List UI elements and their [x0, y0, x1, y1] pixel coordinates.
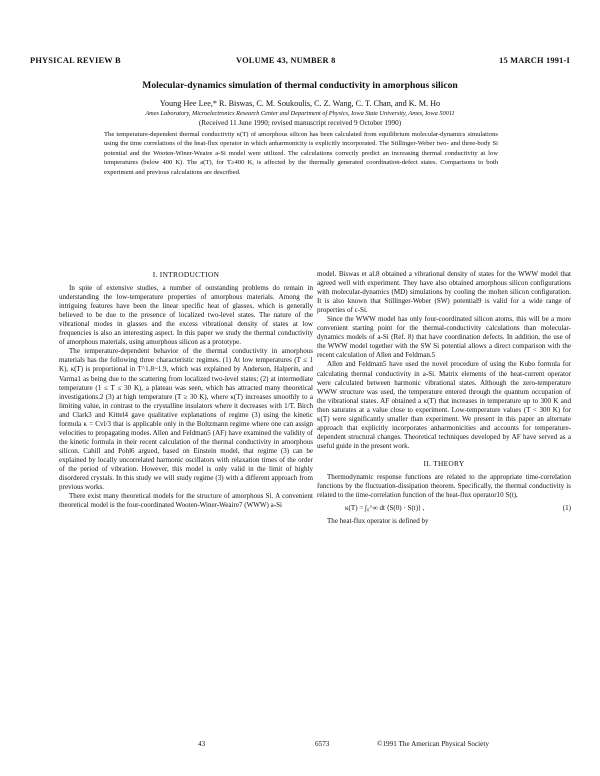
affiliation: Ames Laboratory, Microelectronics Research Center and Department of Physics, Iowa State University, Ames, Iowa 50011: [145, 110, 455, 117]
running-header: [30, 56, 570, 70]
paragraph: In spite of extensive studies, a number of outstanding problems do remain in understanding the low-temperature properties of amorphous materials. Among the intriguing features have been the linear specific heat of glasses, which is generally believed to be due to the presence of localized two-level states. The nature of the vibrational modes in glasses and the excess vibrational density of states at low frequencies is also an interesting aspect. In this paper we study the thermal conductivity of amorphous materials, using amorphous silicon as a prototype.: [59, 284, 313, 347]
issue-date: 15 MARCH 1991-I: [499, 56, 570, 65]
author-list: Young Hee Lee,* R. Biswas, C. M. Soukoulis, C. Z. Wang, C. T. Chan, and K. M. Ho: [159, 99, 441, 108]
left-column: [59, 270, 313, 510]
paragraph: There exist many theoretical models for the structure of amorphous Si. A convenient theoretical model is the four-coordinated Wooten-Winer-Weaire7 (WWW) a-Si: [59, 492, 313, 510]
paper-title: Molecular-dynamics simulation of thermal conductivity in amorphous silicon: [142, 80, 458, 91]
equation-body: κ(T) = ∫₀^∞ dt ⟨S(0) · S(t)⟩ ,: [345, 504, 425, 513]
section-heading-introduction: I. INTRODUCTION: [152, 270, 220, 279]
abstract: The temperature-dependent thermal conductivity κ(T) of amorphous silicon has been calculated from equilibrium molecular-dynamics simulations using the time correlations of the heat-flux operator in which anharmonicity is explicitly incorporated. The Stillinger-Weber two- and three-body Si potential and the Wooten-Winer-Weaire a-Si model were utilized. The calculations correctly predict an increasing thermal conductivity at low temperatures (below 400 K). The a(T), for T≥400 K, is affected by the thermally generated coordination-defect states. Comparisons to both experiment and previous calculations are described.: [104, 131, 498, 176]
volume-page: 43: [198, 740, 206, 748]
paragraph: The temperature-dependent behavior of the thermal conductivity in amorphous materials has the following three characteristic regimes. (1) At low temperatures (T ≤ 1 K), κ(T) is proportional in T^1.8~1.9, which was explained by Anderson, Halperin, and Varma1 as being due to the scattering from localized two-level states; (2) at intermediate temperature (1 ≤ T ≤ 30 K), a plateau was seen, which has attracted many theoretical investigations.2 (3) at high temperature (T ≥ 30 K), where κ(T) increases smoothly to a limiting value, in contrast to the crystalline insulators where it decreases with 1/T. Birch and Clark3 and Kittel4 gave qualitative explanations of regime (3) using the kinetic formula κ = Cvl/3 that is applicable only in the Boltzmann regime where one can assign velocities to propagating modes. Allen and Feldman5 (AF) have examined the validity of the kinetic formula in their recent calculation of the thermal conductivity in amorphous silicon. Cahill and Pohl6 argued, based on Einstein model, that regime (3) can be explained by locally uncorrelated harmonic oscillators with relaxation times of the order of the period of vibration. However, this model is only valid in the limit of highly disordered crystals. In this study we will study regime (3) with a different approach from previous works.: [59, 347, 313, 492]
volume-number: VOLUME 43, NUMBER 8: [236, 56, 336, 65]
paragraph: Allen and Feldman5 have used the novel procedure of using the Kubo formula for calculating thermal conductivity in a-Si. Matrix elements of the heat-current operator were calculated between harmonic vibrational states. Although the zero-temperature WWW structure was used, the temperature entered through the quantum occupation of the vibrational states. AF obtained a κ(T) that increases in temperature up to 300 K and then saturates at a value close to experiment. Low-temperature values (T < 300 K) for κ(T) were significantly smaller than experiment. We present in this paper an alternate approach that explicitly incorporates anharmonicities and accounts for temperature-dependent structural changes. Theoretical techniques developed by AF have served as a useful guide in the present work.: [317, 360, 571, 450]
paragraph: The heat-flux operator is defined by: [327, 517, 429, 526]
equation-1: [317, 504, 571, 513]
page-number: 6573: [315, 740, 330, 748]
paragraph: Since the WWW model has only four-coordinated silicon atoms, this will be a more convenient starting point for the thermal-conductivity calculations than molecular-dynamics models of a-Si (Ref. 8) that have coordination defects. In addition, the use of the WWW model together with the SW Si potential allows a direct comparison with the recent calculation of Allen and Feldman.5: [317, 315, 571, 360]
copyright: ©1991 The American Physical Society: [377, 740, 489, 748]
equation-number: (1): [562, 504, 571, 513]
journal-name: PHYSICAL REVIEW B: [30, 56, 121, 65]
page-footer: [0, 740, 600, 752]
paragraph: Thermodynamic response functions are related to the appropriate time-correlation functions by the fluctuation-dissipation theorem. Specifically, the thermal conductivity is related to the time-correlation function of the heat-flux operator10 S(t),: [317, 472, 571, 500]
right-column: [317, 270, 571, 526]
received-dates: (Received 11 June 1990; revised manuscript received 9 October 1990): [198, 119, 402, 127]
section-heading-theory: II. THEORY: [423, 458, 465, 468]
paragraph: model. Biswas et al.8 obtained a vibrational density of states for the WWW model that agreed well with experiment. They have also obtained amorphous silicon configurations with molecular-dynamics (MD) simulations by cooling the molten silicon configuration. It is also known that Stillinger-Weber (SW) potential9 is valid for a wide range of properties of c-Si.: [317, 270, 571, 315]
